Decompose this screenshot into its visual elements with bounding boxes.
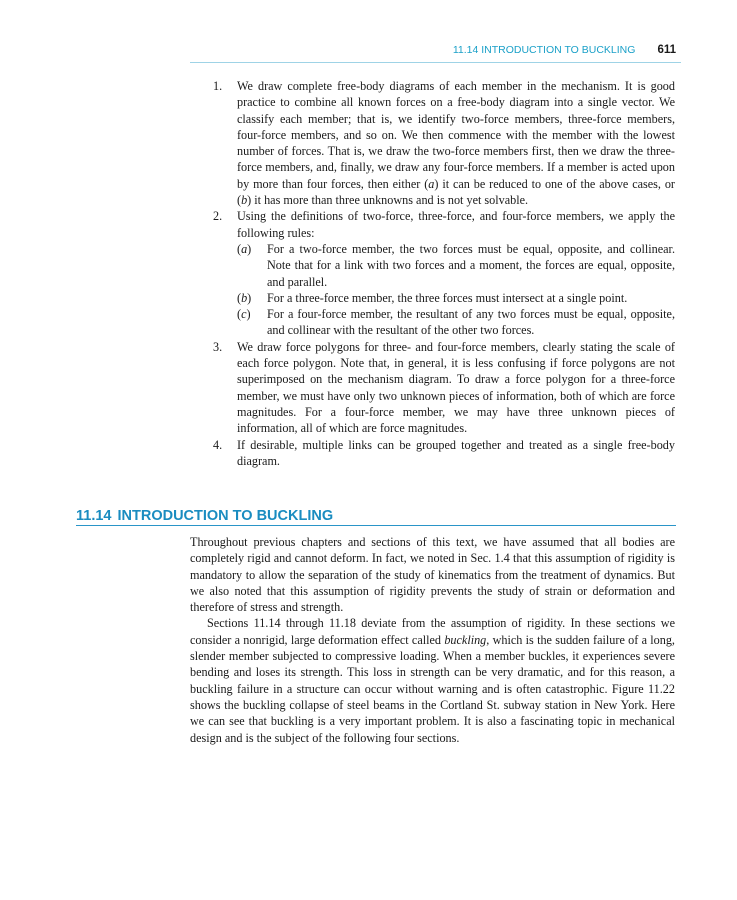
step-number: 4. [213, 437, 223, 452]
rule-item [237, 306, 675, 339]
step-number: 2. [213, 209, 223, 224]
body-paragraph: Sections 11.14 through 11.18 deviate from the assumption of rigidity. In these sections we consider a nonrigid, large deformation effect called buckling, which is the sudden failure of a long, slender member subjected to compressive loading. When a member buckles, it experiences severe bending and loses its strength. This loss in strength can be very dramatic, and for this reason, a buckling failure in a structure can occur without warning and is often catastrophic. Figure 11.22 shows the buckling collapse of steel beams in the Cortland St. subway station in New York. Here we can see that buckling is a very important problem. It is also a fascinating topic in mechanical design and is the subject of the following four sections. [190, 616, 675, 745]
step-text: ) it has more than three unknowns and is not yet solvable. [247, 193, 529, 208]
step-text: If desirable, multiple links can be grouped together and treated as a single free-body diagram. [237, 437, 675, 468]
step-text: ) it can be reduced to one of the above cases, or ( [237, 176, 675, 208]
step-item [213, 78, 675, 208]
section-number: 11.14 [76, 508, 112, 524]
rule-label: (b) [237, 290, 252, 305]
rule-text: For a three-force member, the three forces must intersect at a single point. [267, 290, 628, 305]
step-number: 1. [213, 79, 223, 93]
step-item [213, 208, 675, 338]
rule-label: (c) [237, 307, 251, 322]
rule-item [237, 241, 675, 290]
case-reference: b [241, 193, 248, 208]
rule-label: (a) [237, 241, 252, 256]
procedure-steps [213, 78, 675, 469]
emphasized-term: buckling [444, 632, 487, 647]
step-text: We draw complete free-body diagrams of each member in the mechanism. It is good practice to combine all known forces on a free-body diagram into a single vector. We classify each member; that is, we identify two-force members, three-force members, four-force members, and so on. We then commence with the member with the lowest number of forces. That is, we draw the two-force members first, then we draw the three-force members, and, finally, we draw any four-force members. If a member is acted upon by more than four forces, then either ( [237, 79, 675, 191]
running-head-title: 11.14 INTRODUCTION TO BUCKLING [452, 44, 636, 56]
rules-list [237, 241, 675, 339]
header-rule [190, 62, 681, 63]
step-text: We draw force polygons for three- and four-force members, clearly stating the scale of each force polygon. Note that, in general, it is less confusing if force polygons are not superimposed on the mechanism diagram. To draw a force polygon for a three-force member, we must have only two unknown pieces of information, both of which are force magnitudes. For a four-force member, we may have three unknown pieces of information, all of which are force magnitudes. [237, 339, 675, 436]
section-title: INTRODUCTION TO BUCKLING [117, 508, 334, 524]
rule-item [237, 290, 675, 306]
case-reference: a [428, 176, 435, 191]
section-body [190, 534, 675, 746]
step-number: 3. [213, 339, 223, 354]
rule-text: For a four-force member, the resultant of any two forces must be equal, opposite, and collinear with the resultant of the other two forces. [267, 307, 675, 338]
section-heading [76, 508, 676, 526]
rule-text: For a two-force member, the two forces must be equal, opposite, and collinear. Note that for a link with two forces and a moment, the forces are equal, opposite, and parallel. [267, 241, 675, 289]
step-item [213, 437, 675, 470]
step-text: Using the definitions of two-force, three-force, and four-force members, we apply the following rules: [237, 209, 675, 240]
body-paragraph: Throughout previous chapters and sections of this text, we have assumed that all bodies are completely rigid and cannot deform. In fact, we noted in Sec. 1.4 that this assumption of rigidity is mandatory to allow the separation of the study of kinematics from the treatment of dynamics. But we also noted that this assumption of rigidity prevents the study of strain or deformation and therefore of stress and strength. [190, 535, 675, 615]
page-number: 611 [657, 44, 676, 56]
running-head [420, 44, 676, 56]
step-item [213, 339, 675, 437]
